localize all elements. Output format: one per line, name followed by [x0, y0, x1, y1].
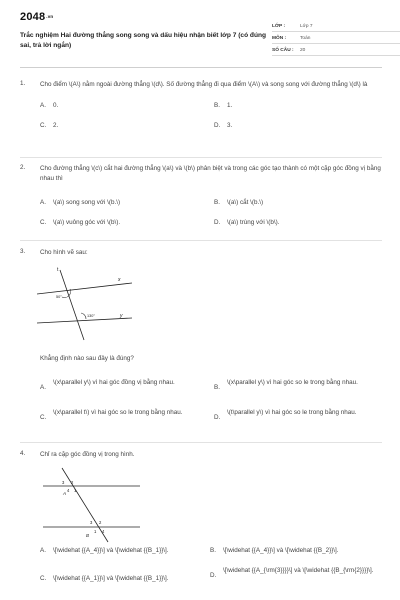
line-y [37, 318, 132, 323]
option-text: \(x\parallel y\) vì hai góc đồng vị bằng nhau. [53, 378, 175, 386]
label-angle-130: 130° [87, 314, 95, 318]
option-b[interactable] [210, 546, 384, 555]
question-3-body [20, 354, 382, 422]
question-text: Cho điểm \(A\) nằm ngoài đường thẳng \(d\). Số đường thẳng đi qua điểm \(A\) và song song với đường thẳng \(d\) là [40, 81, 368, 88]
question-options [40, 184, 382, 232]
option-text: \[\widehat {{A_{\rm{3}}}}\] và \[\widehat {{B_{\rm{2}}}}\]. [223, 567, 374, 574]
question-4-options [20, 546, 382, 596]
question-divider [20, 157, 382, 158]
header-divider [20, 67, 382, 68]
question-text: Chỉ ra cặp góc đồng vị trong hình. [40, 451, 135, 458]
option-text: 1. [227, 101, 233, 109]
angle-label-b3: 3 [90, 520, 93, 525]
option-d[interactable] [214, 121, 382, 130]
meta-subject-label: MÔN : [272, 35, 287, 41]
question-options [40, 364, 382, 422]
label-t: t [57, 267, 59, 273]
option-b[interactable] [214, 101, 382, 110]
question-3-figure [32, 262, 137, 342]
option-a[interactable] [40, 101, 210, 110]
option-label: D. [214, 218, 221, 226]
question-number: 2. [20, 164, 26, 171]
option-a[interactable] [40, 198, 210, 207]
option-label: A. [40, 547, 46, 554]
question-divider [20, 240, 382, 241]
line-x [37, 283, 132, 294]
logo-suffix: .vn [46, 14, 54, 19]
worksheet-title: Trắc nghiệm Hai đường thẳng song song và dấu hiệu nhận biết lớp 7 (có đúng sai, trả lời ngắn) [20, 32, 267, 49]
worksheet-header [20, 10, 382, 72]
angle-label-a1: 1 [74, 488, 77, 493]
option-label: A. [40, 198, 46, 206]
option-c[interactable] [40, 408, 210, 422]
option-text: \(x\parallel t\) vì hai góc so le trong bằng nhau. [53, 408, 183, 416]
option-label: D. [214, 121, 221, 129]
question-text: Cho hình vẽ sau: [40, 249, 88, 256]
angle-arc-130 [81, 313, 86, 319]
question-text: Cho đường thẳng \(c\) cắt hai đường thẳng \(a\) và \(b\) phân biệt và trong các góc tạo thành có một cặp góc đồng vị bằng nhau thì [40, 165, 381, 182]
option-text: \[\widehat {{A_4}}\] và \[\widehat {{B_1}}\]. [53, 547, 169, 554]
point-b-label: B [86, 533, 90, 538]
option-c[interactable] [40, 574, 210, 583]
line-t [60, 270, 84, 340]
label-x: x [118, 277, 121, 283]
option-b[interactable] [214, 198, 382, 207]
option-text: \[\widehat {{A_1}}\] và \[\widehat {{B_1}}\]. [53, 575, 169, 582]
question-options [40, 90, 382, 136]
question-3 [20, 248, 382, 258]
worksheet-meta [272, 21, 400, 57]
question-4-figure [40, 464, 145, 544]
meta-class-value: Lớp 7 [300, 23, 313, 29]
label-y: y [120, 313, 123, 319]
option-text: \(a\) trùng với \(b\). [227, 218, 280, 226]
option-label: C. [40, 575, 47, 582]
angle-label-a2: 2 [71, 480, 74, 485]
option-text: 2. [53, 121, 59, 129]
question-number: 3. [20, 248, 26, 255]
option-label: B. [214, 198, 220, 206]
option-text: 0. [53, 101, 59, 109]
option-c[interactable] [40, 218, 210, 227]
meta-count-value: 20 [300, 47, 306, 53]
point-a-label: A [63, 491, 67, 496]
label-angle-50: 50° [56, 295, 62, 299]
option-label: B. [210, 547, 216, 554]
option-label: A. [40, 101, 46, 109]
option-c[interactable] [40, 121, 210, 130]
question-1 [20, 80, 382, 136]
option-text: \[\widehat {{A_4}}\] và \[\widehat {{B_2}}\]. [223, 547, 339, 554]
option-label: C. [40, 413, 47, 421]
option-label: C. [40, 121, 47, 129]
angle-label-a4: 4 [67, 488, 70, 493]
option-text: \(a\) cắt \(b.\) [227, 198, 264, 206]
question-prompt: Khẳng định nào sau đây là đúng? [40, 355, 134, 362]
question-2 [20, 164, 382, 232]
option-b[interactable] [214, 378, 382, 392]
meta-count-label: SỐ CÂU : [272, 47, 294, 53]
question-4 [20, 450, 382, 460]
option-label: B. [214, 101, 220, 109]
option-label: D. [210, 572, 217, 579]
angle-label-a3: 3 [62, 480, 65, 485]
option-text: 3. [227, 121, 233, 129]
option-a[interactable] [40, 546, 210, 555]
question-number: 1. [20, 80, 26, 87]
question-divider [20, 442, 382, 443]
option-d[interactable] [214, 218, 382, 227]
angle-label-b1: 1 [94, 529, 97, 534]
option-d[interactable] [214, 408, 382, 422]
meta-class-row [272, 21, 400, 32]
logo-text: 2048 [20, 11, 46, 23]
option-label: B. [214, 383, 220, 391]
meta-count-row [272, 45, 400, 56]
meta-subject-value: Toán [300, 35, 311, 41]
question-number: 4. [20, 450, 26, 457]
option-text: \(x\parallel y\) vì hai góc so le trong bằng nhau. [227, 378, 358, 386]
angle-label-b4: 4 [102, 529, 105, 534]
option-label: A. [40, 383, 46, 391]
meta-class-label: LỚP : [272, 23, 286, 29]
option-label: D. [214, 413, 221, 421]
angle-label-b2: 2 [99, 520, 102, 525]
question-options [40, 546, 382, 596]
option-text: \(a\) song song với \(b.\) [53, 198, 121, 206]
option-d[interactable] [210, 566, 384, 580]
option-a[interactable] [40, 378, 210, 392]
meta-subject-row [272, 33, 400, 44]
option-text: \(a\) vuông góc với \(b\). [53, 218, 121, 226]
option-label: C. [40, 218, 47, 226]
option-text: \(t\parallel y\) vì hai góc so le trong bằng nhau. [227, 408, 357, 416]
